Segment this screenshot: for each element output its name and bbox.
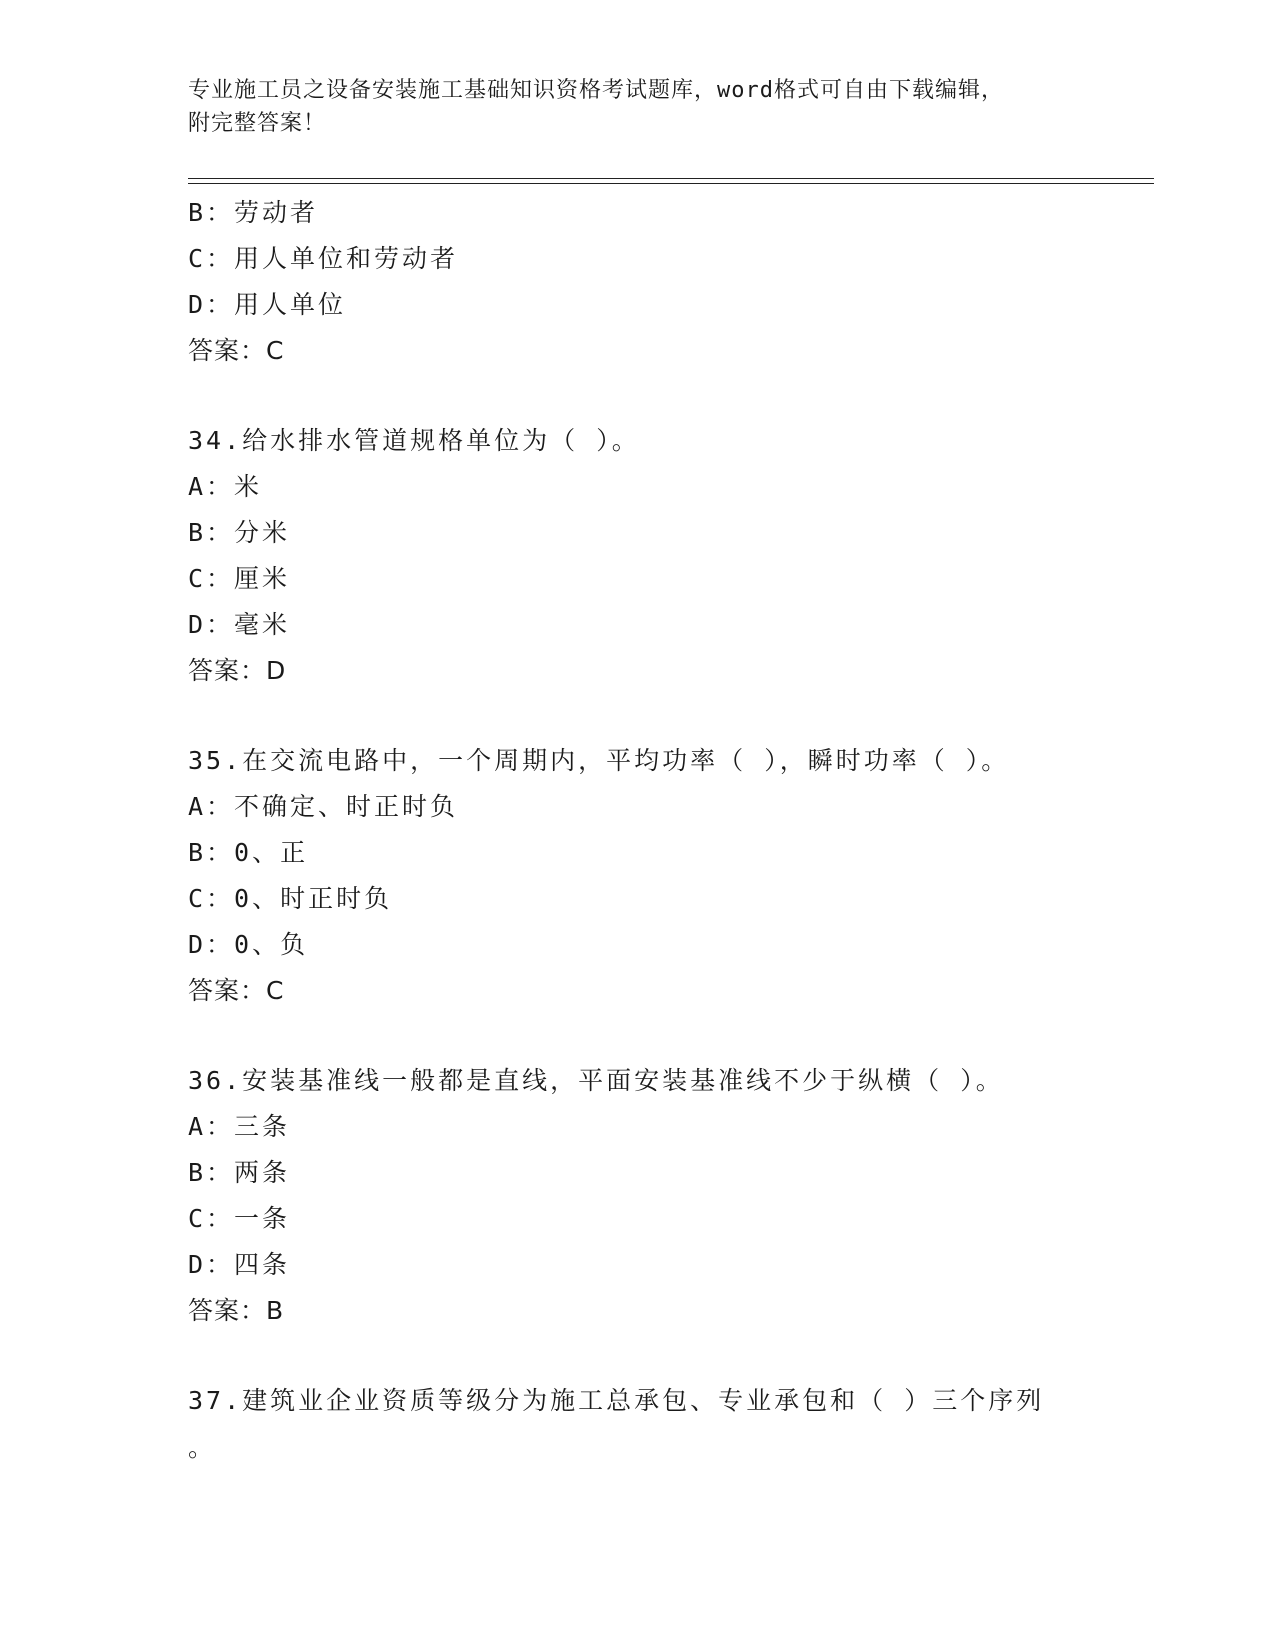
question-list [188,190,1148,1472]
option-d: D：用人单位 [188,290,347,319]
option-c: C：用人单位和劳动者 [188,244,459,273]
document-header [188,74,1088,140]
question-block-36 [188,1058,1148,1334]
header-line-1: 专业施工员之设备安装施工基础知识资格考试题库，word格式可自由下载编辑， [188,78,1004,103]
question-block-34 [188,418,1148,694]
option-b: B：分米 [188,518,291,547]
option-c: C：0、时正时负 [188,884,393,913]
question-block-33 [188,190,1148,374]
header-divider-top [188,178,1154,179]
question-block-35 [188,738,1148,1014]
question-text: 34.给水排水管道规格单位为（ ）。 [188,426,640,455]
answer-line: 答案：D [188,656,287,685]
header-divider-bottom [188,183,1154,184]
option-d: D：0、负 [188,930,309,959]
answer-line: 答案：C [188,336,285,365]
option-a: A：不确定、时正时负 [188,792,459,821]
answer-line: 答案：C [188,976,285,1005]
question-text-continuation: 。 [188,1433,217,1462]
option-a: A：三条 [188,1112,291,1141]
question-text: 37.建筑业企业资质等级分为施工总承包、专业承包和（ ）三个序列 [188,1386,1045,1415]
option-d: D：四条 [188,1250,291,1279]
option-b: B：0、正 [188,838,309,867]
option-c: C：一条 [188,1204,291,1233]
question-text: 36.安装基准线一般都是直线，平面安装基准线不少于纵横（ ）。 [188,1066,1004,1095]
question-text: 35.在交流电路中，一个周期内，平均功率（ ），瞬时功率（ ）。 [188,746,1010,775]
option-d: D：毫米 [188,610,291,639]
header-line-2: 附完整答案！ [188,111,327,136]
option-b: B：两条 [188,1158,291,1187]
option-c: C：厘米 [188,564,291,593]
answer-line: 答案：B [188,1296,285,1325]
question-block-37 [188,1378,1148,1472]
option-b: B：劳动者 [188,198,319,227]
option-a: A：米 [188,472,263,501]
